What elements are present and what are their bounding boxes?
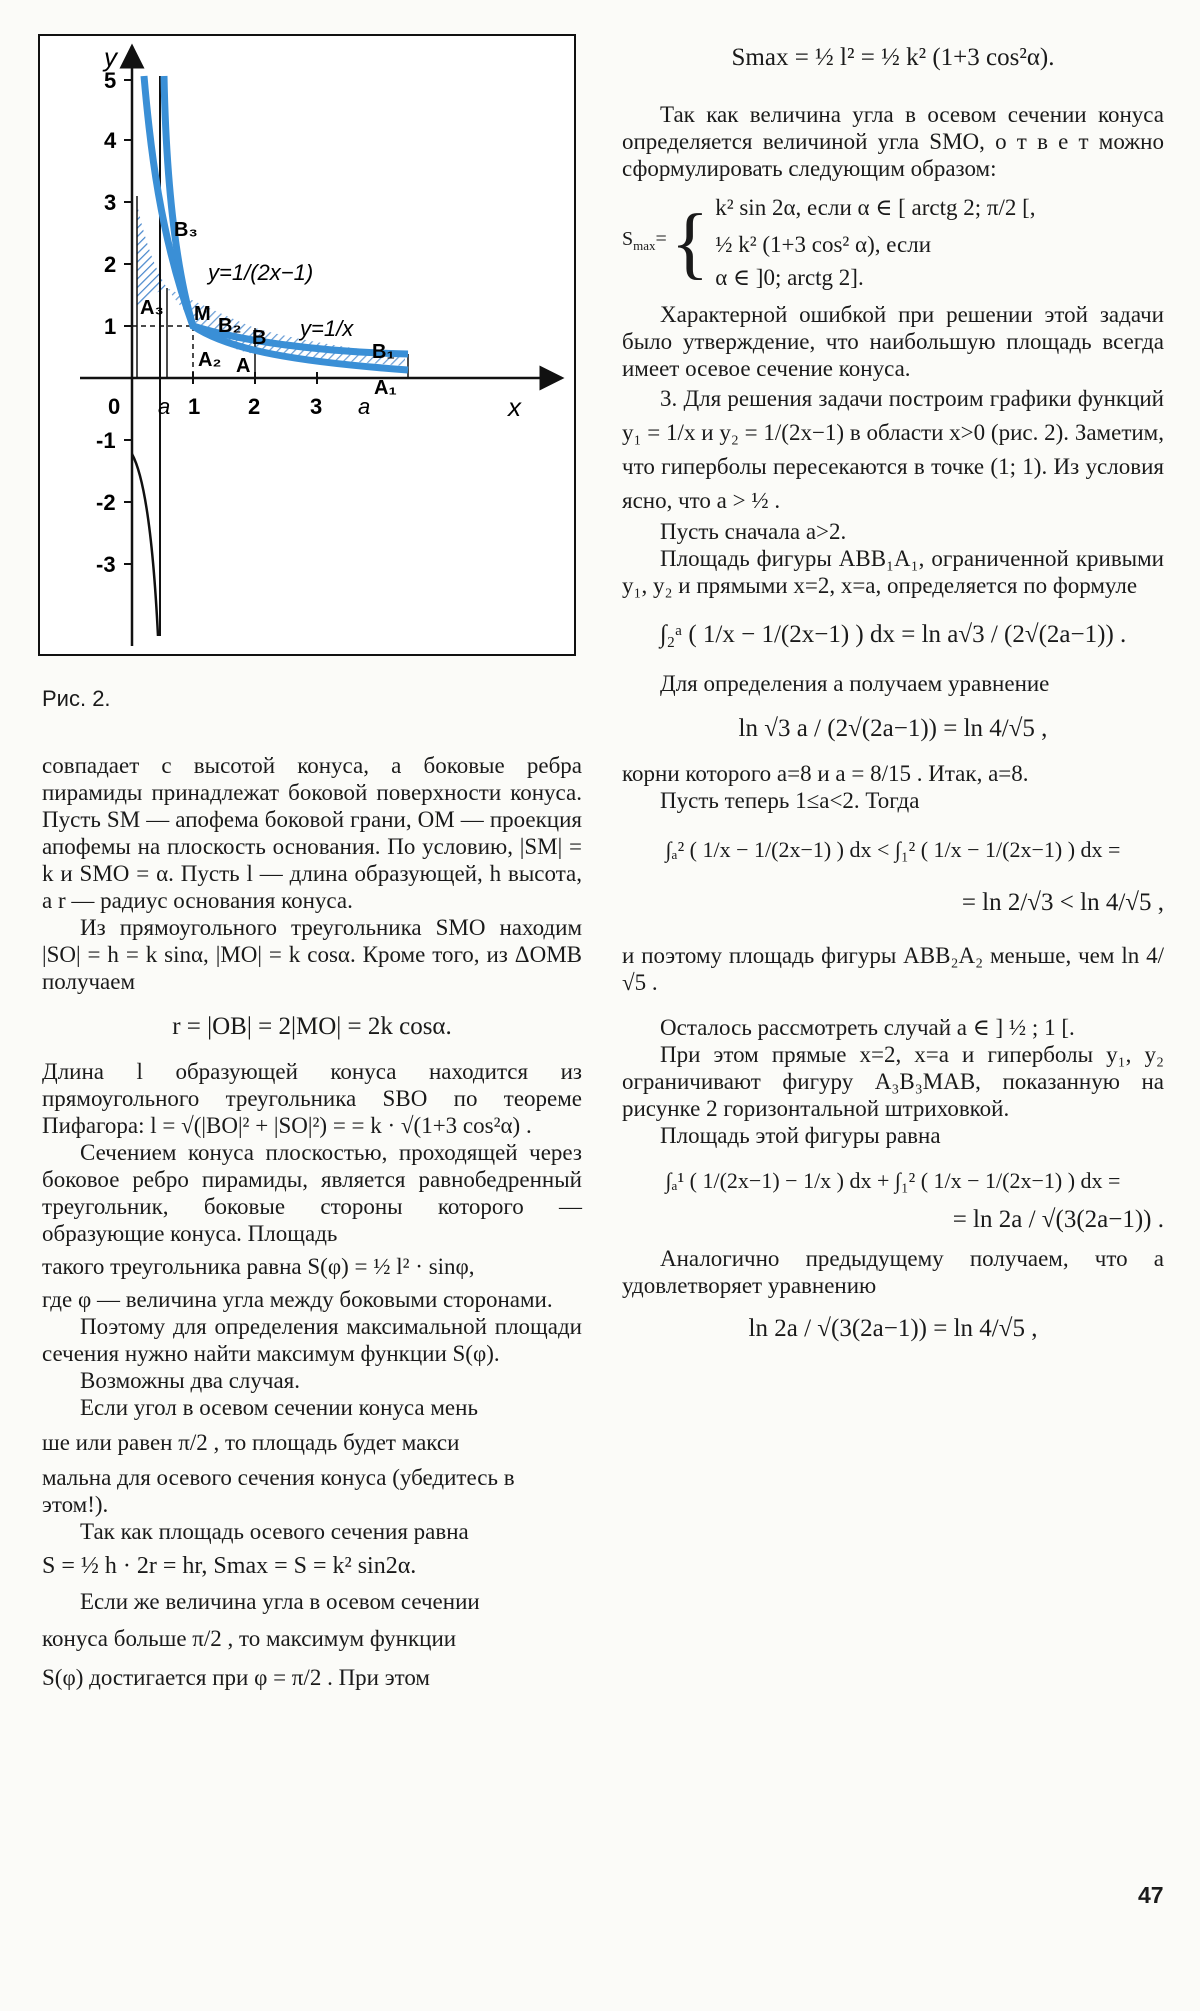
left-formula-s: S = ½ h · 2r = hr, Smax = S = k² sin2α.: [42, 1553, 417, 1579]
y-tick-m1: -1: [96, 428, 116, 453]
left-p1: совпадает с высотой конуса, а боковые ребра пирамиды принадлежат боковой поверхности конуса. Пусть SM — апофема боковой грани, OM — проекция апофемы на плоскость основания. По условию, |SM| = k и SMO = α. Пусть l — длина образующей, h высота, а r — радиус основания конуса.: [42, 753, 582, 913]
pt-A1: A₁: [374, 377, 397, 399]
y-tick-m2: -2: [96, 490, 116, 515]
x-tick-0: 0: [108, 394, 121, 419]
x-tick-2: 2: [248, 394, 261, 419]
left-p8a: Если угол в осевом сечении конуса мень: [80, 1395, 478, 1420]
y-tick-1: 1: [104, 314, 117, 339]
left-formula-r: r = |OB| = 2|MO| = 2k cosα.: [172, 1013, 452, 1040]
y-tick-m3: -3: [96, 552, 116, 577]
right-formula-6: = ln 2a / √(3(2a−1)) .: [952, 1206, 1164, 1233]
pt-B1: B₁: [372, 341, 395, 363]
right-formula-5: ∫ₐ¹ ( 1/(2x−1) − 1/x ) dx + ∫₁² ( 1/x − 1/(2x−1) ) dx =: [665, 1168, 1121, 1193]
right-p10: Осталось рассмотреть случай a ∈ ] ½ ; 1 [.: [660, 1015, 1075, 1040]
right-p9: и поэтому площадь фигуры ABB₂A₂ меньше, чем ln 4/√5 .: [622, 943, 1164, 995]
right-p7: корни которого a=8 и a = 8/15 . Итак, a=8.: [622, 761, 1029, 786]
pt-B3: B₃: [174, 219, 198, 241]
right-cases: [622, 194, 1164, 291]
right-p6: Для определения a получаем уравнение: [660, 671, 1050, 696]
left-p4: Сечением конуса плоскостью, проходящей через боковое ребро пирамиды, является равнобедренный треугольник, боковые стороны которого — образующие конуса. Площадь: [42, 1140, 582, 1246]
x-tick-1: 1: [188, 394, 201, 419]
graph-svg: [40, 36, 574, 654]
y-tick-4: 4: [104, 128, 117, 153]
pt-B2: B₂: [218, 315, 242, 337]
axis-y-label: y: [104, 42, 117, 72]
case-2: ½ k² (1+3 cos² α), если: [715, 232, 932, 257]
curve1-label: y=1/(2x−1): [208, 260, 314, 285]
case-1: k² sin 2α, если α ∈ [ arctg 2; π/2 [,: [715, 195, 1036, 220]
left-p2: Из прямоугольного треугольника SMO находим |SO| = h = k sinα, |MO| = k cosα. Кроме того, из ΔOMB получаем: [42, 915, 582, 994]
left-p8b: ше или равен π/2 , то площадь будет макси: [42, 1430, 460, 1455]
right-formula-4: = ln 2/√3 < ln 4/√5 ,: [961, 889, 1164, 916]
left-p8c: мальна для осевого сечения конуса (убедитесь в этом!).: [42, 1465, 515, 1517]
y-tick-3: 3: [104, 190, 117, 215]
right-formula-7: ln 2a / √(3(2a−1)) = ln 4/√5 ,: [748, 1315, 1038, 1342]
y-tick-labels: [96, 68, 117, 577]
cases-brace: {: [670, 198, 710, 287]
cases-smax: $S_{max}=$: [622, 228, 667, 253]
right-formula-3: ∫ₐ² ( 1/x − 1/(2x−1) ) dx < ∫₁² ( 1/x − 1/(2x−1) ) dx =: [665, 837, 1121, 862]
page-number: 47: [1138, 1882, 1164, 1908]
y-tick-2: 2: [104, 252, 117, 277]
left-column: [42, 752, 582, 1691]
pt-A2: A₂: [198, 349, 222, 371]
right-formula-smax: Smax = ½ l² = ½ k² (1+3 cos²α).: [731, 44, 1055, 71]
pt-M: M: [194, 303, 211, 325]
left-p10a: Если же величина угла в осевом сечении: [80, 1589, 480, 1614]
left-p4b: такого треугольника равна S(φ) = ½ l² · sinφ,: [42, 1254, 475, 1279]
right-p8: Пусть теперь 1≤a<2. Тогда: [660, 788, 920, 813]
curve-negative-branch: [132, 454, 158, 636]
x-tick-a: a: [158, 394, 171, 419]
right-p3: 3. Для решения задачи построим графики функций y₁ = 1/x и y₂ = 1/(2x−1) в области x>0 (рис. 2). Заметим, что гиперболы пересекаются в точке (1; 1). Из условия ясно, что a > ½ .: [622, 386, 1164, 513]
figure-caption: Рис. 2.: [42, 686, 111, 711]
right-p12: Площадь этой фигуры равна: [660, 1123, 941, 1148]
right-p13: Аналогично предыдущему получаем, что a удовлетворяет уравнению: [622, 1246, 1164, 1298]
right-column: [622, 44, 1164, 1358]
left-p10b: конуса больше π/2 , то максимум функции: [42, 1626, 457, 1651]
left-p5: где φ — величина угла между боковыми сторонами.: [42, 1287, 553, 1312]
right-p11: При этом прямые x=2, x=a и гиперболы y₁, y₂ ограничивают фигуру A₃B₃MAB, показанную на рисунке 2 горизонтальной штриховкой.: [622, 1042, 1164, 1121]
x-tick-3: 3: [310, 394, 323, 419]
right-p2: Характерной ошибкой при решении этой задачи было утверждение, что наибольшую площадь всегда имеет осевое сечение конуса.: [622, 302, 1164, 381]
left-p7: Возможны два случая.: [80, 1368, 300, 1393]
x-tick-a2: a: [358, 394, 371, 419]
left-p3: Длина l образующей конуса находится из прямоугольного треугольника SBO по теореме Пифагора: l = √(|BO|² + |SO|²) = = k · √(1+3 cos²α) .: [42, 1059, 582, 1138]
x-tick-labels: [108, 394, 370, 419]
right-formula-1: ∫₂ᵃ ( 1/x − 1/(2x−1) ) dx = ln a√3 / (2√(2a−1)) .: [659, 621, 1127, 648]
right-p5: Площадь фигуры ABB₁A₁, ограниченной кривыми y₁, y₂ и прямыми x=2, x=a, определяется по формуле: [622, 546, 1164, 598]
left-p10c: S(φ) достигается при φ = π/2 . При этом: [42, 1665, 430, 1690]
curve2-label: y=1/x: [300, 316, 354, 341]
case-3: α ∈ ]0; arctg 2].: [715, 265, 864, 290]
left-p6: Поэтому для определения максимальной площади сечения нужно найти максимум функции S(φ).: [42, 1314, 582, 1366]
pt-B: B: [252, 327, 267, 349]
right-formula-2: ln √3 a / (2√(2a−1)) = ln 4/√5 ,: [738, 715, 1048, 742]
figure-graph: [38, 34, 576, 656]
pt-A3: A₃: [140, 297, 164, 319]
y-tick-5: 5: [104, 68, 117, 93]
right-p1: Так как величина угла в осевом сечении конуса определяется величиной угла SMO, о т в е т можно сформулировать следующим образом:: [622, 102, 1164, 181]
axis-x-label: x: [508, 392, 521, 422]
right-p4: Пусть сначала a>2.: [660, 519, 847, 544]
left-p9: Так как площадь осевого сечения равна: [80, 1519, 469, 1544]
pt-A: A: [236, 355, 251, 377]
